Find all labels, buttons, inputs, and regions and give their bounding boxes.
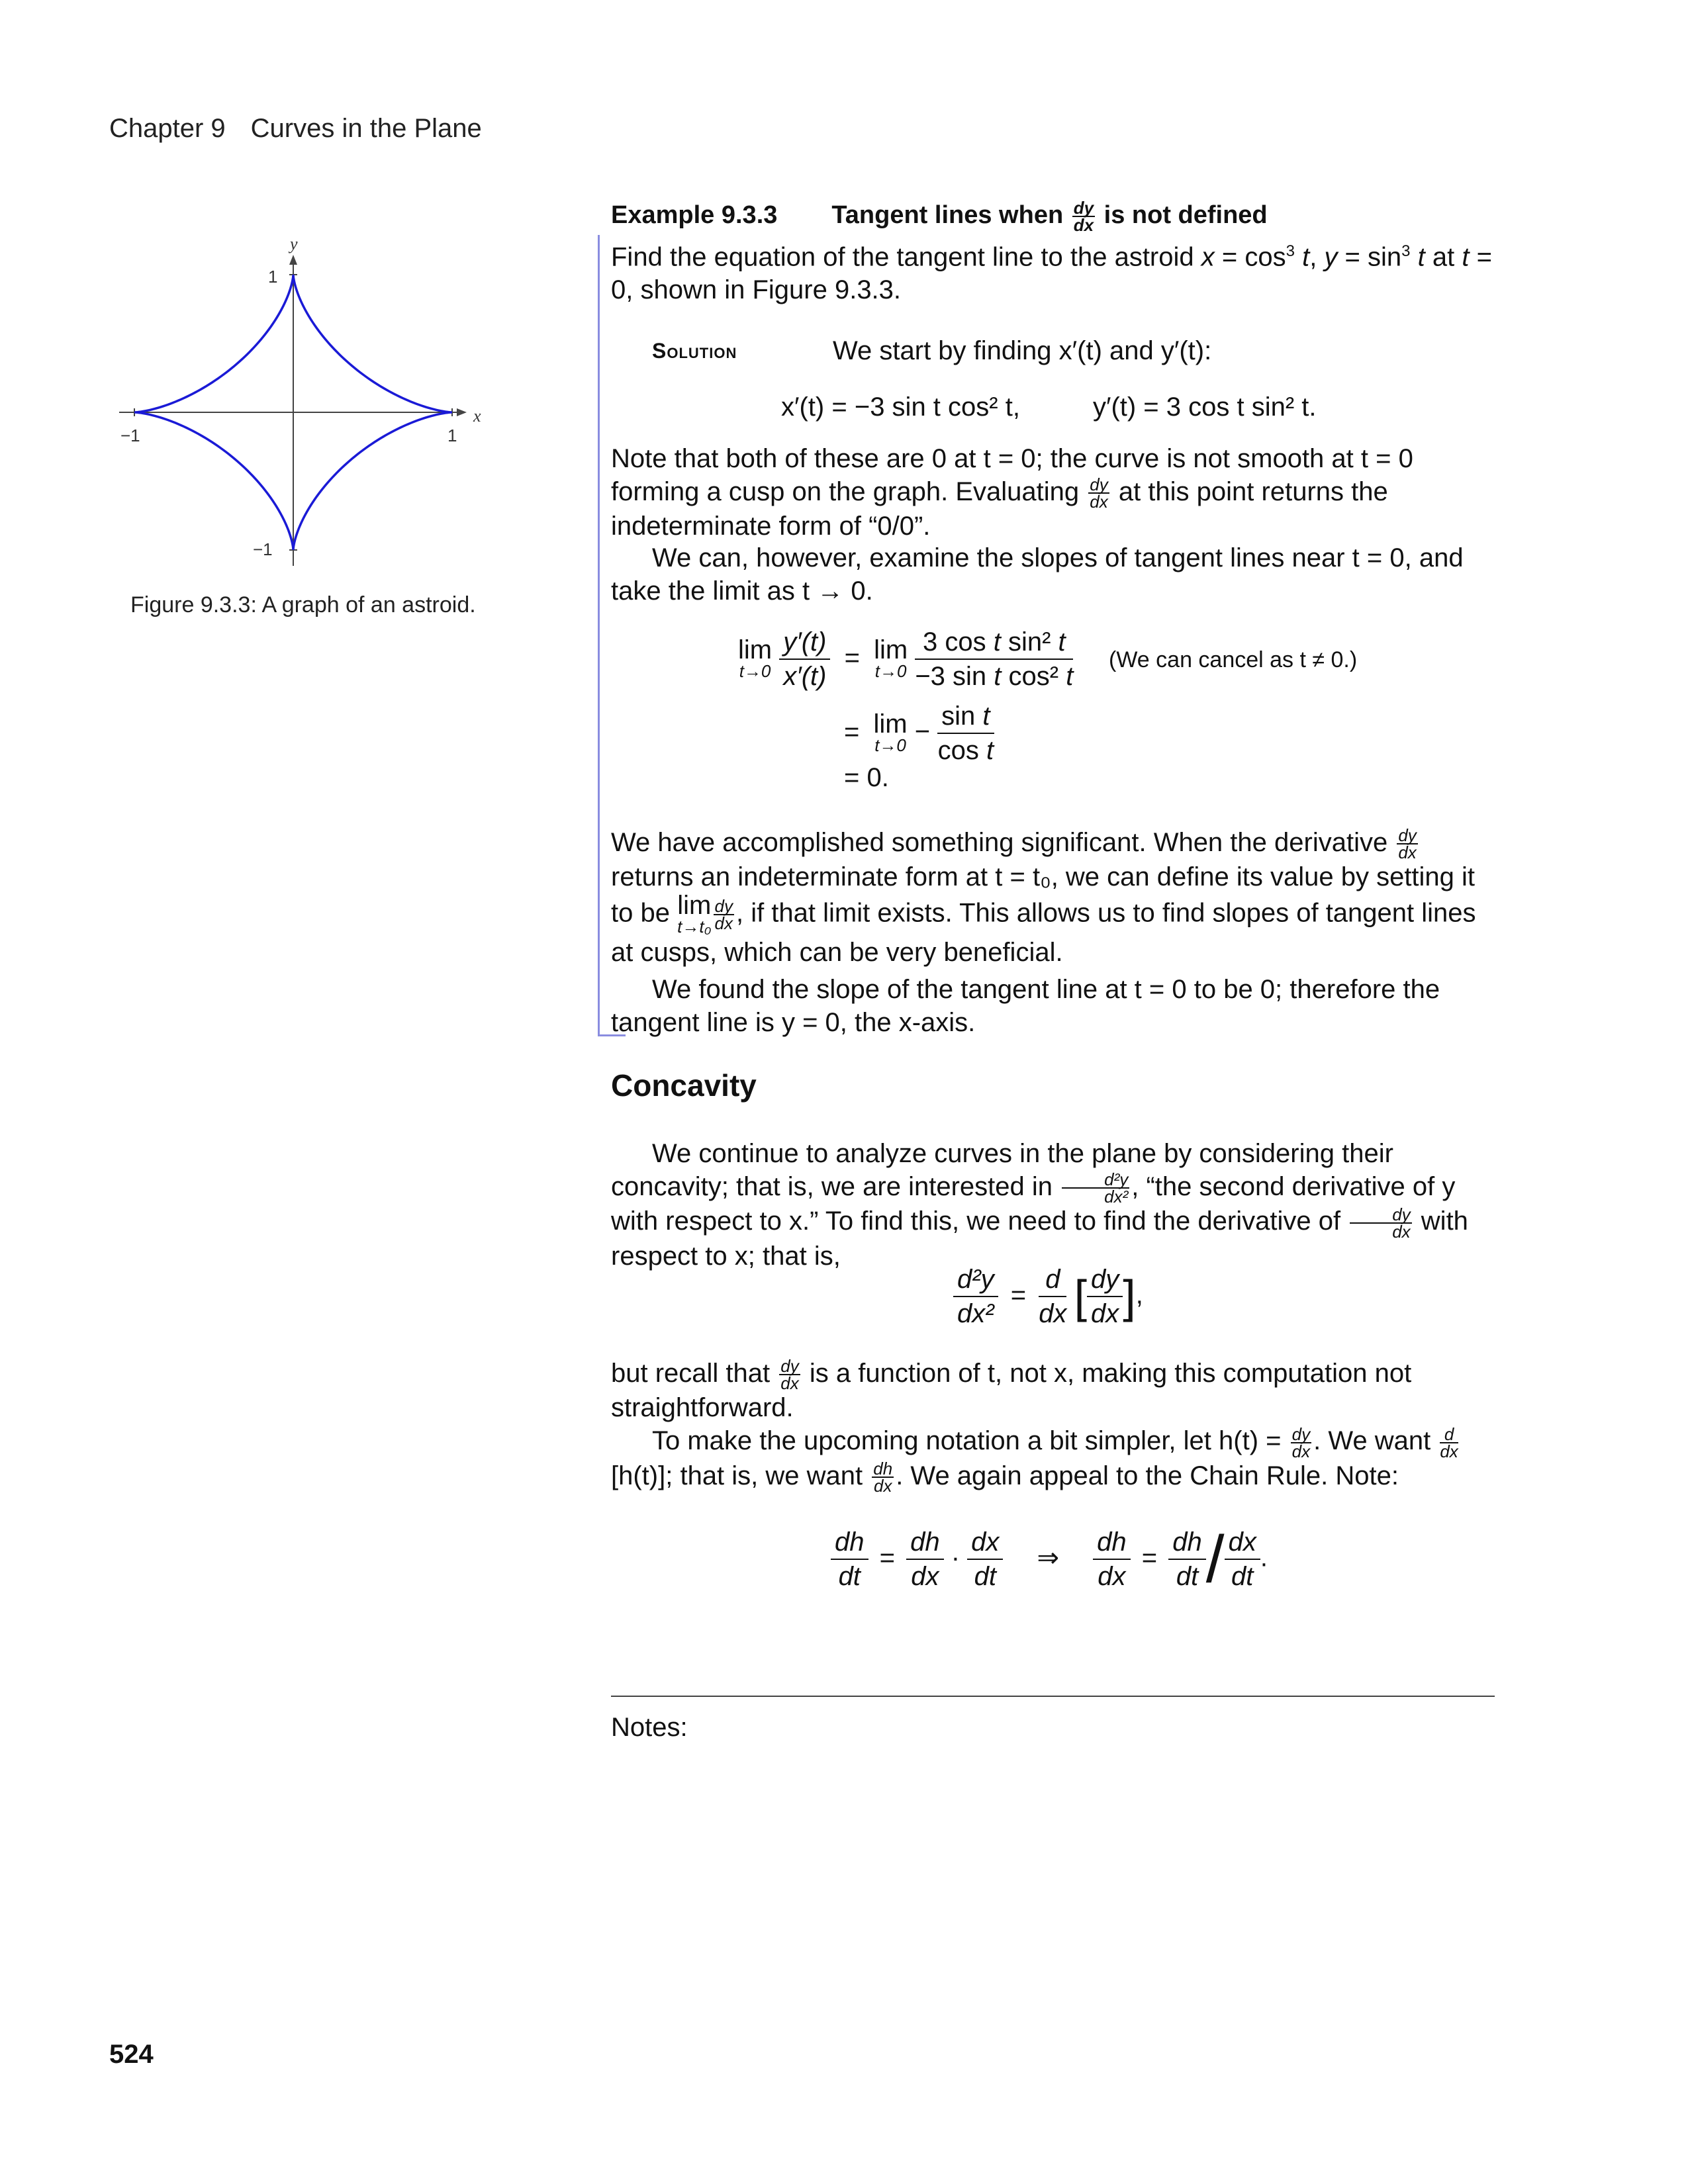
example-title: [611, 200, 1268, 233]
example-title-post: is not defined: [1103, 201, 1268, 230]
dy-dx-fraction: $\frac{dy}{dx}$: [1398, 825, 1417, 863]
recall-text-1: but recall that: [611, 1359, 771, 1388]
dy-dx-fraction: $\frac{dy}{dx}$: [1291, 1424, 1311, 1461]
limit-row-2: = lim t→0 − $\frac{\text{sin t}}{\text{cos t}}$: [844, 700, 994, 767]
x-axis-label: x: [473, 406, 481, 426]
limit-result: = 0.: [844, 763, 889, 792]
sig-text-2: returns an indeterminate form at t = t₀, we can define its value by setting it to be: [611, 862, 1476, 928]
tick-label-y-pos: 1: [268, 267, 278, 287]
x-axis-arrow-icon: [457, 408, 467, 416]
chapter-title: Curves in the Plane: [250, 114, 482, 143]
sig-text-3: , if that limit exists. This allows us to find slopes of tangent lines at cusps, which can be very beneficial.: [611, 899, 1476, 968]
concavity-text-1: We continue to analyze curves in the plane by considering their concavity; that is, we are interested in: [611, 1139, 1393, 1201]
example-title-pre: Tangent lines when: [831, 201, 1064, 230]
concavity-text-2: , “the second derivative of y with respect to x.” To find this, we need to find the derivative of: [611, 1172, 1456, 1236]
tangent-result-paragraph: [611, 973, 1495, 1039]
notes-label: Notes:: [611, 1713, 688, 1742]
cusp-text-2: at this point returns the indeterminate form of “0/0”.: [611, 477, 1388, 541]
example-statement: Find the equation of the tangent line to the astroid $x = \cos^3 t$, $y = \sin^3 t$ at t = 0, shown in Figure 9.3.3.: [611, 242, 1492, 305]
notation-text-3: [h(t)]; that is, we want: [611, 1461, 863, 1490]
notation-text-2: . We want: [1313, 1426, 1431, 1456]
concavity-text-3: with respect to x; that is,: [611, 1206, 1468, 1271]
dy-dx-fraction: $\frac{dy}{dx}$: [1350, 1206, 1411, 1240]
statement-text: Find the equation of the tangent line to the astroid: [611, 242, 1194, 272]
notation-text-1: To make the upcoming notation a bit simpler, let h(t) =: [652, 1426, 1282, 1456]
solution-label: Solution: [652, 339, 737, 363]
y-axis-label: y: [290, 235, 298, 253]
section-heading: Concavity: [611, 1068, 757, 1103]
second-derivative-equation: $\frac{\text{d²y}}{\text{dx²}}$ = $\frac{d}{dx}$ [ $\frac{dy}{dx}$ ],: [953, 1263, 1143, 1330]
limit-paragraph: [611, 541, 1495, 608]
y-axis-arrow-icon: [289, 255, 297, 265]
running-header: [109, 114, 482, 144]
cancel-note: (We can cancel as t ≠ 0.): [1109, 647, 1358, 672]
limit-row-1: lim t→0 $\frac{y'(t)}{x'(t)}$ = lim t→0 $\frac{\text{3 cos t sin² t}}{\text{−3 sin t cos² t}}$: [738, 625, 1073, 693]
tick-label-y-neg: −1: [253, 539, 273, 559]
dy-dx-fraction: $\frac{dy}{dx}$: [780, 1356, 799, 1394]
eq-xprime: x′(t) = −3 sin t cos² t,: [781, 392, 1020, 422]
notes-divider: [611, 1696, 1495, 1697]
cusp-paragraph: [611, 442, 1495, 543]
d2y-dx2-fraction: $\frac{\text{d²y}}{\text{dx²}}$: [1062, 1171, 1129, 1205]
notation-text-4: . We again appeal to the Chain Rule. Note:: [896, 1461, 1399, 1490]
tick-label-x-neg: −1: [120, 426, 140, 445]
chain-rule-paragraph: [611, 1357, 1495, 1494]
recall-text-2: is a function of t, not x, making this computation not straightforward.: [611, 1359, 1412, 1423]
dy-dx-fraction: $\frac{dy}{dx}$: [714, 896, 733, 934]
statement-text-end: , shown in Figure 9.3.3.: [626, 275, 902, 305]
example-left-rule: [598, 235, 600, 1036]
d-dx-fraction: $\frac{d}{dx}$: [1440, 1424, 1458, 1461]
example-label: Example 9.3.3: [611, 201, 778, 230]
sig-text-1: We have accomplished something significant. When the derivative: [611, 828, 1388, 857]
tick-label-x-pos: 1: [447, 426, 457, 445]
chapter-number: Chapter 9: [109, 114, 226, 143]
dy-dx-fraction: $\frac{dy}{dx}$: [1073, 198, 1094, 235]
derivative-equations: [781, 390, 1317, 424]
page-number: 524: [109, 2040, 154, 2069]
limit-text: We can, however, examine the slopes of tangent lines near t = 0, and take the limit as t → 0.: [611, 543, 1464, 606]
figure-caption: Figure 9.3.3: A graph of an astroid.: [130, 592, 476, 617]
astroid-graph: [106, 235, 516, 579]
cusp-text-1: Note that both of these are 0 at t = 0; the curve is not smooth at t = 0 forming a cusp on the graph. Evaluating: [611, 444, 1413, 506]
dy-dx-fraction: $\frac{dy}{dx}$: [1090, 475, 1108, 512]
eq-yprime: y′(t) = 3 cos t sin² t.: [1092, 392, 1317, 422]
limit-derivation: [738, 625, 1109, 797]
concavity-paragraph: [611, 1137, 1495, 1273]
solution-intro: We start by finding x′(t) and y′(t):: [833, 336, 1212, 365]
dh-dx-fraction: $\frac{dh}{dx}$: [873, 1459, 893, 1496]
tangent-result-text: We found the slope of the tangent line at t = 0 to be 0; therefore the tangent line is y = 0, the x-axis.: [611, 975, 1440, 1037]
significance-paragraph: We have accomplished something significant. When the derivative $\frac{dy}{dx}$ returns an indeterminate form at t = t₀, we can define its value by setting it to be lim t→t₀ $\frac{dy}{dx}$ , if that limit exists. This allows us to find slopes of tangent lines at cusps, which can be very beneficial.: [611, 825, 1476, 968]
chain-rule-equation: $\frac{dh}{dt}$ = $\frac{dh}{dx}$ · $\frac{dx}{dt}$ ⇒ $\frac{dh}{dx}$ = $\frac{dh}{dt}$ / $\frac{dx}{dt}$ .: [831, 1525, 1268, 1593]
